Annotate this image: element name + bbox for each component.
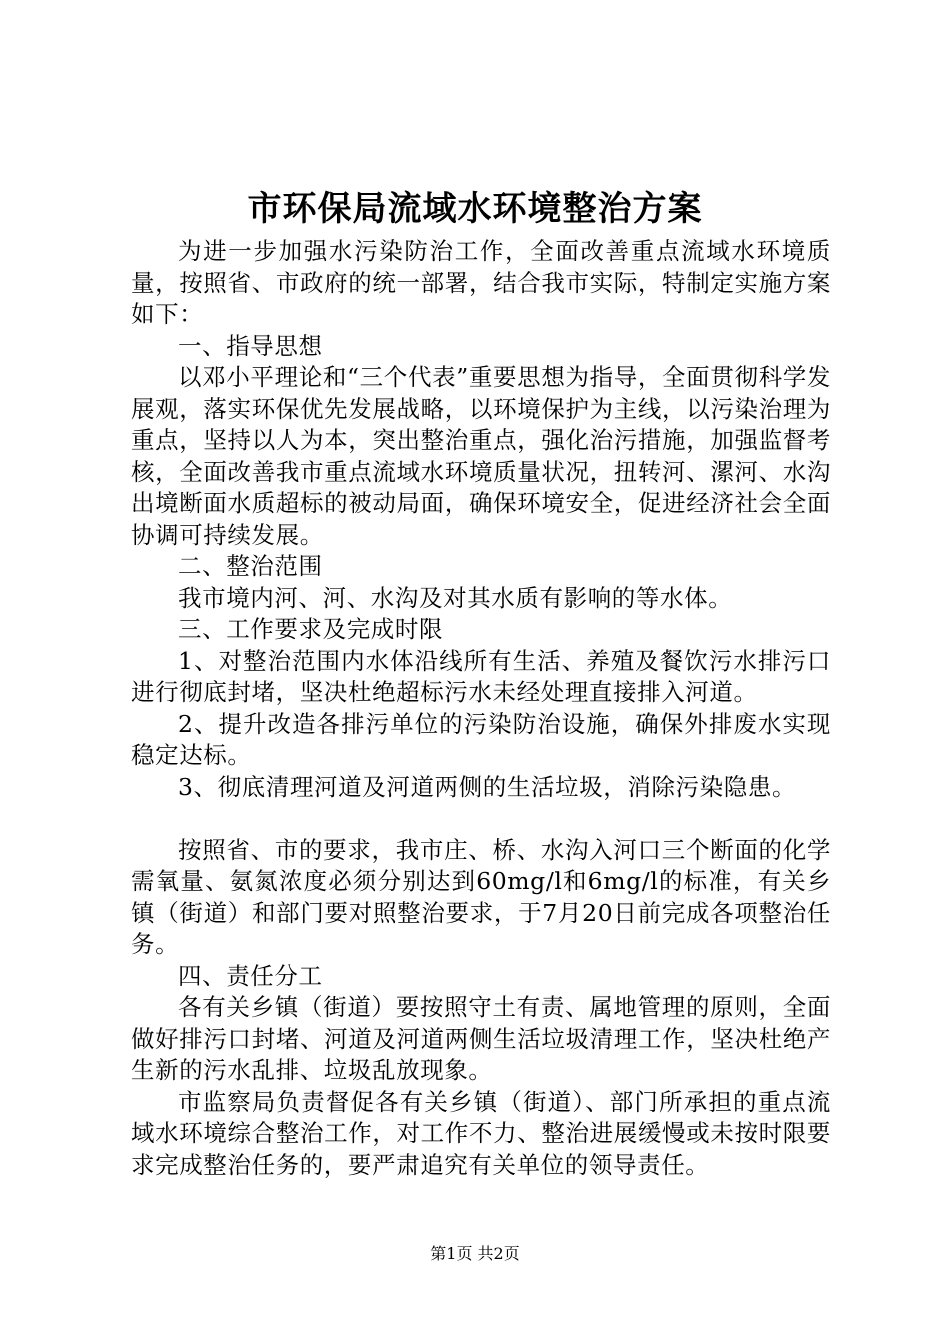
heading-requirements: 三、工作要求及完成时限	[178, 615, 444, 643]
heading-scope: 二、整治范围	[178, 552, 323, 580]
document-body	[131, 236, 831, 1181]
heading-responsibilities: 四、责任分工	[178, 961, 323, 990]
document-title: 市环保局流域水环境整治方案	[247, 189, 703, 229]
heading-guiding-ideology: 一、指导思想	[178, 331, 323, 360]
paragraph-supervision-duty: 市监察局负责督促各有关乡镇（街道）、部门所承担的重点流域水环境综合整治工作，对工作不力、整治进展缓慢或未按时限要求完成整治任务的，要严肃追究有关单位的领导责任。	[131, 1087, 831, 1179]
requirement-item-3: 3、彻底清理河道及河道两侧的生活垃圾，消除污染隐患。	[178, 772, 797, 801]
paragraph-standards: 按照省、市的要求，我市庄、桥、水沟入河口三个断面的化学需氧量、氨氮浓度必须分别达到60mg/l和6mg/l的标准，有关乡镇（街道）和部门要对照整治要求，于7月20日前完成各项整治任务。	[131, 835, 831, 958]
page-number: 第1页 共2页	[430, 1244, 520, 1263]
paragraph-township-duty: 各有关乡镇（街道）要按照守土有责、属地管理的原则，全面做好排污口封堵、河道及河道两侧生活垃圾清理工作，坚决杜绝产生新的污水乱排、垃圾乱放现象。	[131, 993, 831, 1084]
paragraph-guiding-ideology: 以邓小平理论和“三个代表”重要思想为指导，全面贯彻科学发展观，落实环保优先发展战略，以环境保护为主线，以污染治理为重点，坚持以人为本，突出整治重点，强化治污措施，加强监督考核，全面改善我市重点流域水环境质量状况，扭转河、漯河、水沟出境断面水质超标的被动局面，确保环境安全，促进经济社会全面协调可持续发展。	[131, 363, 831, 549]
requirement-item-1: 1、对整治范围内水体沿线所有生活、养殖及餐饮污水排污口进行彻底封堵，坚决杜绝超标污水未经处理直接排入河道。	[131, 646, 831, 706]
paragraph-scope: 我市境内河、河、水沟及对其水质有影响的等水体。	[178, 583, 733, 612]
requirement-item-2: 2、提升改造各排污单位的污染防治设施，确保外排废水实现稳定达标。	[131, 709, 831, 769]
paragraph-intro: 为进一步加强水污染防治工作，全面改善重点流域水环境质量，按照省、市政府的统一部署，结合我市实际，特制定实施方案如下：	[131, 237, 831, 328]
